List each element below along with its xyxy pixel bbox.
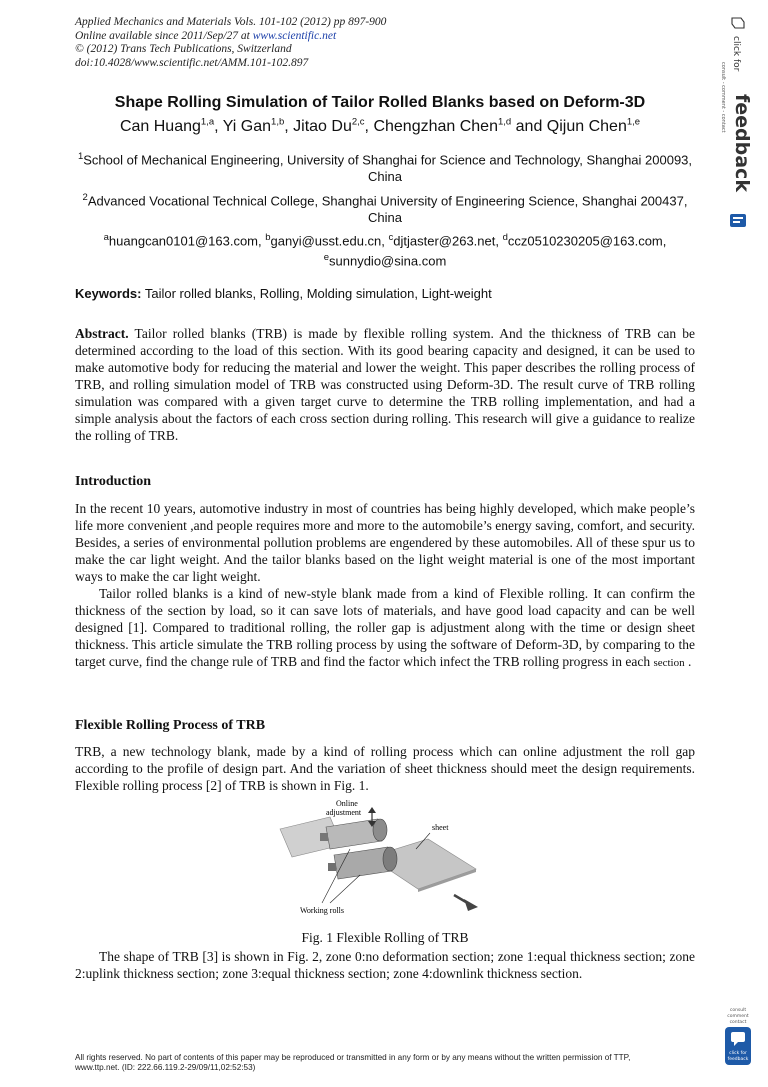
label-online: Online <box>336 799 358 808</box>
abstract <box>75 325 695 444</box>
exit-arrow-shaft <box>454 895 471 905</box>
affiliation-1: $^1$School of Mechanical Engineering, University of Shanghai for Science and Technology, Shanghai 200093, China <box>77 151 693 185</box>
svg-text:click for: click for <box>729 1051 747 1056</box>
abstract-label: Abstract. <box>75 326 129 341</box>
label-working-rolls: Working rolls <box>300 906 345 915</box>
affiliation-2: $^2$Advanced Vocational Technical College, Shanghai University of Engineering Science, Shanghai 200437, China <box>82 192 688 226</box>
paragraph: In the recent 10 years, automotive industry in most of countries has being highly developed, which make people’s life more convenient ,and people requires more and more to the automobile’s energy saving, comfort, and security. Besides, a series of environmental pollution problems are engendered by these automobiles. All of these spur us to make the car light weight. And the tailor blanks based on the light weight material is one of the most important ways to make the car light weight. <box>75 501 695 584</box>
author: Can Huang$^{1,a}$, <box>119 117 223 136</box>
label-adjustment: adjustment <box>326 808 362 817</box>
author: Qijun Chen$^{1,e}$ <box>546 117 641 136</box>
copyright-footer: All rights reserved. No part of contents of this paper may be reproduced or transmitted in any form or by any means without the written permission of TTP, www.ttp.net. (ID: 222.66.119.2-29/09/11,02:52:53) <box>75 1053 631 1072</box>
keywords: Keywords: Tailor rolled blanks, Rolling, Molding simulation, Light-weight <box>75 286 492 301</box>
label-sheet: sheet <box>432 823 449 832</box>
author-list <box>60 117 700 136</box>
introduction-body <box>75 500 695 672</box>
author: Jitao Du$^{2,c}$, <box>293 117 374 136</box>
paragraph: Tailor rolled blanks is a kind of new-style blank made from a kind of Flexible rolling. It can confirm the thickness of the section by load, so it can save lots of materials, and have good load capacity and can be well designed [1]. Compared to traditional rolling, the roller gap is adjustment along with the time or design sheet thickness. This article simulate the TRB rolling process by using the software of Deform-3D, by comparing to the target curve, find the change rule of TRB and find the factor which infect the TRB rolling progress in each section . <box>75 586 695 669</box>
click-for-label: click for <box>731 36 741 72</box>
journal-header <box>75 16 386 70</box>
scientific-net-link[interactable]: www.scientific.net <box>252 29 337 42</box>
hand-pointer-icon <box>732 18 744 28</box>
copyright-line: © (2012) Trans Tech Publications, Switzerland <box>75 43 292 55</box>
adjustment-arrow-head <box>368 807 376 813</box>
paper-title: Shape Rolling Simulation of Tailor Rolled Blanks based on Deform-3D <box>114 94 646 111</box>
feedback-banner[interactable] <box>720 14 754 232</box>
svg-text:feedback: feedback <box>727 1057 749 1062</box>
online-line: Online available since 2011/Sep/27 at www.scientific.net <box>75 29 337 42</box>
paragraph: TRB, a new technology blank, made by a kind of rolling process which can online adjustment the roll gap according to the profile of design part. And the variation of sheet thickness should meet the design requirements. Flexible rolling process [2] of TRB is shown in Fig. 1. <box>75 744 695 793</box>
shape-of-trb-paragraph: The shape of TRB [3] is shown in Fig. 2, zone 0:no deformation section; zone 1:equal thickness section; zone 2:uplink thickness section; zone 3:equal thickness section; zone 4:downlink thickness section. <box>75 949 695 981</box>
journal-citation: Applied Mechanics and Materials Vols. 101-102 (2012) pp 897-900 <box>75 16 387 28</box>
figure-caption: Fig. 1 Flexible Rolling of TRB <box>301 930 469 945</box>
svg-text:consult: consult <box>729 1008 747 1013</box>
author: Yi Gan$^{1,b}$, <box>222 117 294 136</box>
top-roll-axle <box>320 833 328 841</box>
svg-text:comment: comment <box>727 1014 749 1019</box>
speech-bubble-icon <box>730 214 746 227</box>
bottom-roll-axle <box>328 863 336 871</box>
feedback-word: feedback <box>731 94 753 192</box>
section-heading-flexible-rolling: Flexible Rolling Process of TRB <box>75 718 266 733</box>
bottom-roll-end <box>383 847 397 871</box>
author-emails: $^a$huangcan0101@163.com, $^b$ganyi@usst.edu.cn, $^c$djtjaster@263.net, $^d$ccz0510230205@163.com, $^e$sunnydio@sina.com <box>103 232 667 269</box>
feedback-tagline: consult - comment - contact <box>720 62 726 133</box>
feedback-badge[interactable] <box>722 1003 754 1067</box>
flexible-rolling-figure <box>278 797 488 922</box>
abstract-text: Tailor rolled blanks (TRB) is made by flexible rolling system. And the thickness of TRB can be determined according to the load of this section. With its good bearing capacity and designed, it can be used to make automotive body for reducing the material and lower the weight. This paper describes the rolling process of TRB, and rolling simulation model of TRB was constructed using Deform-3D. The result curve of TRB rolling simulation was compared with a given target curve to determine the TRB rolling implementation, and had a simple analysis about the factors of each cross section during rolling. This research will give a guidance to realize the rolling of TRB. <box>75 326 695 443</box>
author: Chengzhan Chen$^{1,d}$ and <box>373 117 547 136</box>
svg-text:contact: contact <box>729 1020 747 1025</box>
section-heading-introduction: Introduction <box>75 474 151 489</box>
doi-line: doi:10.4028/www.scientific.net/AMM.101-102.897 <box>75 56 309 69</box>
flexible-rolling-body <box>75 743 695 794</box>
